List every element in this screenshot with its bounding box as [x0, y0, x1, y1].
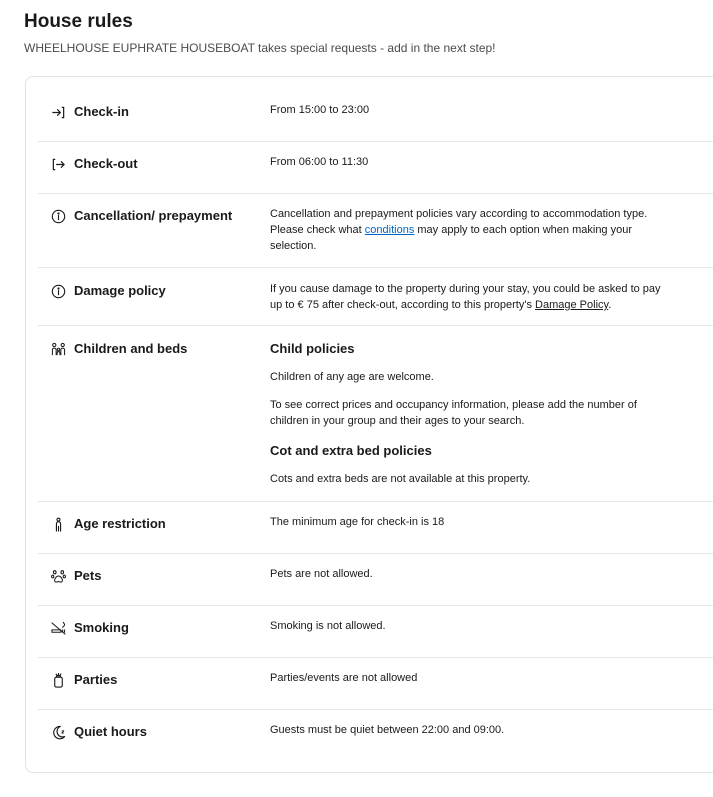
- cot-policy-text: Cots and extra beds are not available at this property.: [270, 473, 531, 485]
- damage-line: If you cause damage to the property during your stay, you could be asked to pay: [270, 283, 661, 295]
- checkout-label: Check-out: [74, 156, 138, 171]
- damage-line: up to € 75 after check-out, according to this property's Damage Policy.: [270, 299, 612, 311]
- conditions-link[interactable]: conditions: [364, 224, 415, 236]
- info-icon: [51, 209, 66, 224]
- checkout-text: From 06:00 to 11:30: [270, 156, 369, 168]
- page-subtitle: WHEELHOUSE EUPHRATE HOUSEBOAT takes special requests - add in the next step!: [24, 41, 496, 55]
- smoking-text: Smoking is not allowed.: [270, 620, 386, 632]
- rule-row-parties: [38, 658, 713, 710]
- family-icon: [51, 342, 66, 357]
- party-popper-icon: [51, 673, 66, 688]
- cancellation-line: Please check what conditions may apply to each option when making your: [270, 224, 633, 236]
- rule-row-cancellation: [38, 194, 713, 268]
- damage-policy-link[interactable]: Damage Policy: [535, 299, 609, 311]
- damage-label: Damage policy: [74, 283, 166, 298]
- checkin-label: Check-in: [74, 104, 129, 119]
- rule-row-damage: [38, 268, 713, 326]
- rule-row-pets: [38, 554, 713, 606]
- child-policy-text: Children of any age are welcome.: [270, 371, 434, 383]
- rule-row-children: [38, 326, 713, 502]
- info-icon: [51, 284, 66, 299]
- damage-text: [270, 281, 680, 313]
- pets-text: Pets are not allowed.: [270, 568, 373, 580]
- cancellation-line: selection.: [270, 240, 317, 252]
- moon-icon: [51, 725, 66, 740]
- child-policy-text: children in your group and their ages to your search.: [270, 415, 525, 427]
- paw-icon: [51, 569, 66, 584]
- quiet-text: Guests must be quiet between 22:00 and 09:00.: [270, 724, 505, 736]
- checkin-text: From 15:00 to 23:00: [270, 104, 370, 116]
- cot-policies-heading: Cot and extra bed policies: [270, 443, 432, 458]
- parties-label: Parties: [74, 672, 118, 687]
- age-text: The minimum age for check-in is 18: [270, 516, 445, 528]
- smoking-label: Smoking: [74, 620, 129, 635]
- age-label: Age restriction: [74, 516, 166, 531]
- rule-row-checkin: [38, 90, 713, 142]
- cancellation-text: [270, 206, 680, 254]
- quiet-label: Quiet hours: [74, 724, 147, 739]
- pets-label: Pets: [74, 568, 102, 583]
- parties-text: Parties/events are not allowed: [270, 672, 418, 684]
- rule-row-age: [38, 502, 713, 554]
- person-icon: [51, 517, 66, 532]
- check-in-icon: [51, 105, 66, 120]
- page-title: House rules: [24, 11, 133, 32]
- rule-row-smoking: [38, 606, 713, 658]
- cancellation-line: Cancellation and prepayment policies vary according to accommodation type.: [270, 208, 648, 220]
- rule-row-quiet: [38, 710, 713, 762]
- cancellation-label: Cancellation/ prepayment: [74, 208, 233, 223]
- no-smoking-icon: [51, 621, 66, 636]
- child-policies-heading: Child policies: [270, 341, 355, 356]
- check-out-icon: [51, 157, 66, 172]
- children-text: [270, 341, 680, 487]
- children-label: Children and beds: [74, 341, 188, 356]
- child-policy-text: To see correct prices and occupancy information, please add the number of: [270, 399, 637, 411]
- rule-row-checkout: [38, 142, 713, 194]
